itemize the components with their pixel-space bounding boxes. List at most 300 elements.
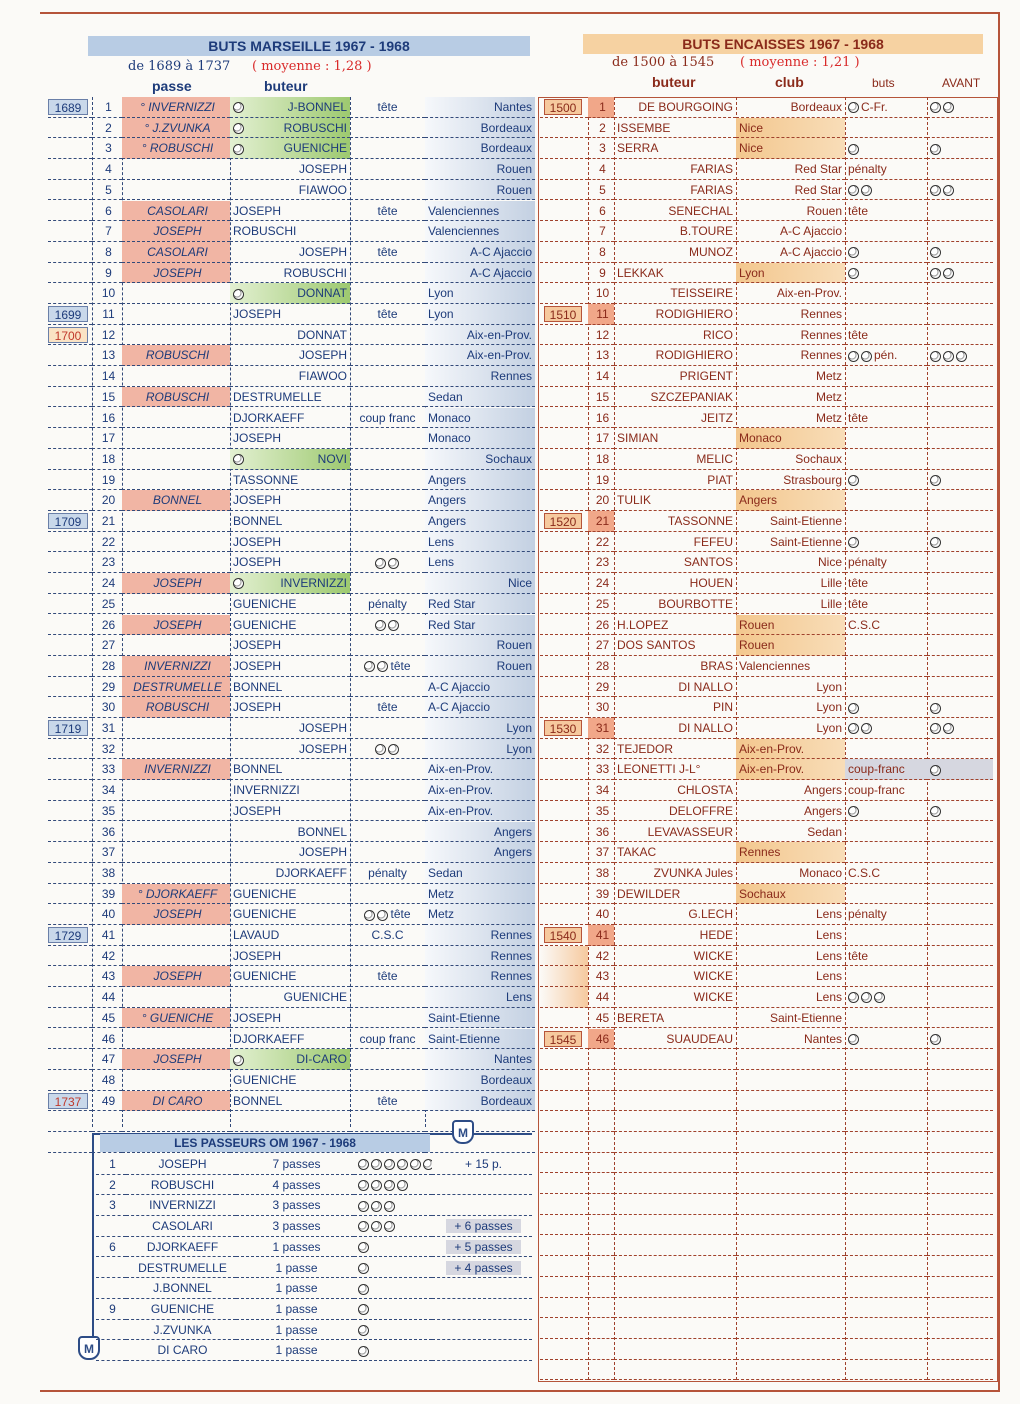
conceded-counter-tag [540,573,588,594]
passeur-note-text: + 5 passes [446,1240,520,1254]
avant-cell [927,656,993,677]
avant-cell [927,449,993,470]
conceded-counter-tag [540,366,588,387]
scorer-name-text: JOSEPH [298,348,347,363]
assist-name-text: CASOLARI [141,204,214,218]
conceded-club [736,594,845,615]
conceded-number [588,366,614,387]
conceded-number-text: 20 [595,493,610,508]
passeur-balls [354,1175,432,1196]
goal-counter-tag [48,511,92,532]
passeur-note-text: + 4 passes [446,1261,520,1275]
assist-name [122,925,230,946]
empty-cell [588,1132,614,1153]
goal-row [48,1008,535,1029]
assist-name [122,180,230,201]
conceded-scorer-text: FARIAS [690,162,733,177]
scorer-name-text: INVERNIZZI [280,576,347,591]
empty-row [540,1318,995,1339]
conceded-club [736,201,845,222]
conceded-number-text: 46 [595,1031,610,1046]
opponent-club-text: Lyon [428,307,454,321]
goal-row [48,408,535,429]
conceded-row [540,118,995,139]
assist-name-text: ° ROBUSCHI [136,141,219,155]
conceded-number [588,573,614,594]
goal-number [92,677,122,698]
opponent-club [425,511,535,532]
passeur-ball-icon [371,1221,382,1232]
opponent-club [425,490,535,511]
passeur-ball-icon [358,1263,369,1274]
avant-ball-icon [943,102,954,113]
goal-number-text: 48 [101,1072,116,1087]
conceded-type [845,780,927,801]
conceded-club-text: Strasbourg [783,472,842,487]
opponent-club-text: Nantes [493,1052,532,1067]
scorer-ball-icon [233,454,244,465]
conceded-scorer [614,470,736,491]
conceded-club [736,884,845,905]
empty-cell [588,1298,614,1319]
goal-number [92,718,122,739]
scorer-name-text: JOSEPH [233,203,282,218]
conceded-row [540,242,995,263]
empty-cell [736,1318,845,1339]
passeur-count-text: 1 passes [272,1239,321,1254]
passeur-count-text: 3 passes [272,1198,321,1213]
passeur-rank [96,1278,126,1299]
conceded-club-text: A-C Ajaccio [779,224,842,239]
scorer-name-text: GUENICHE [233,617,297,632]
conceded-club [736,304,845,325]
goal-number [92,904,122,925]
passeur-row [96,1340,532,1361]
scorer-name-text: BONNEL [233,762,283,777]
goal-number [92,387,122,408]
goal-number [92,345,122,366]
conceded-type-text: pénalty [848,162,887,177]
goal-type [350,325,425,346]
conceded-row [540,97,995,118]
assist-name-text: ROBUSCHI [140,390,215,404]
avant-cell [927,138,993,159]
opponent-club [425,759,535,780]
goal-number-text: 25 [101,596,116,611]
scorer-name-text: DONNAT [297,327,347,342]
conceded-type [845,801,927,822]
opponent-club [425,118,535,139]
empty-cell [588,1153,614,1174]
goal-type-text: tête [377,203,398,218]
passeur-name-text: ROBUSCHI [150,1177,215,1192]
conceded-number-text: 35 [595,803,610,818]
goal-number-text: 9 [105,265,112,280]
opponent-club [425,97,535,118]
col-buts-header: buts [872,76,895,90]
empty-cell [588,1215,614,1236]
conceded-ball-icon [848,1034,859,1045]
goal-number-text: 2 [105,120,112,135]
conceded-counter-tag [540,159,588,180]
passeur-count-text: 1 passe [275,1343,318,1358]
conceded-scorer [614,739,736,760]
passeur-count-text: 7 passes [272,1157,321,1171]
passeur-count [236,1278,354,1299]
assist-name [122,594,230,615]
goal-type [350,118,425,139]
assist-name-text: CASOLARI [141,245,214,259]
scorer-ball-icon [233,578,244,589]
conceded-counter-tag [540,656,588,677]
passeur-rank-text: 1 [109,1157,116,1171]
conceded-counter-value: 1545 [544,1031,582,1047]
goal-number [92,552,122,573]
goal-number [92,1029,122,1050]
conceded-club-text: Nice [739,120,764,135]
scorer-name [230,490,350,511]
conceded-number [588,656,614,677]
conceded-scorer-text: FARIAS [690,182,733,197]
passeur-ball-icon [358,1201,369,1212]
conceded-type [845,263,927,284]
empty-cell [927,1173,993,1194]
empty-cell [614,1236,736,1257]
conceded-number-text: 44 [595,990,610,1005]
goal-number-text: 16 [101,410,116,425]
empty-cell [540,1215,588,1236]
goal-row [48,387,535,408]
goal-row [48,697,535,718]
passeur-rank [96,1237,126,1258]
goal-counter-tag [48,97,92,118]
conceded-scorer [614,697,736,718]
empty-cell [736,1132,845,1153]
goal-counter-value: 1729 [48,927,88,943]
conceded-ball-icon [848,723,859,734]
scorer-name-text: JOSEPH [233,534,282,549]
passeur-count-text: 1 passe [275,1301,318,1316]
goal-type [350,822,425,843]
goal-type [350,283,425,304]
conceded-number-text: 17 [595,431,610,446]
avant-cell [927,594,993,615]
conceded-scorer [614,449,736,470]
conceded-scorer-text: RODIGHIERO [655,348,733,363]
conceded-number-text: 21 [595,514,610,528]
goal-row [48,780,535,801]
conceded-row [540,987,995,1008]
conceded-number-text: 5 [599,182,606,197]
empty-cell [588,1049,614,1070]
opponent-club-text: Aix-en-Prov. [428,803,494,818]
conceded-type-text: tête [848,596,869,611]
passeur-rank [96,1175,126,1196]
opponent-club-text: Angers [428,472,467,487]
conceded-scorer [614,408,736,429]
empty-cell [845,1318,927,1339]
goal-counter-tag [48,283,92,304]
conceded-club-text: Rouen [739,638,775,653]
goal-number [92,780,122,801]
conceded-number [588,1029,614,1050]
scorer-name [230,656,350,677]
assist-name-text: JOSEPH [147,618,207,632]
passeur-count [236,1299,354,1320]
passeur-name [126,1278,236,1299]
empty-cell [845,1277,927,1298]
goal-type [350,345,425,366]
conceded-club [736,325,845,346]
conceded-type [845,283,927,304]
conceded-scorer-text: DI NALLO [678,721,733,735]
passeur-ball-icon [423,1159,432,1170]
goal-number [92,656,122,677]
goal-number [92,594,122,615]
scorer-name-text: GUENICHE [233,596,297,611]
passeur-balls [354,1340,432,1361]
avant-cell [927,552,993,573]
type-ball-icon [388,558,399,569]
passeur-ball-icon [410,1159,421,1170]
goal-type [350,801,425,822]
conceded-scorer [614,159,736,180]
conceded-type-text: C.S.C [848,865,881,880]
goal-number-text: 17 [101,431,116,446]
avant-ball-icon [930,102,941,113]
avant-ball-icon [930,247,941,258]
goal-number [92,408,122,429]
scorer-name-text: BONNEL [233,514,283,528]
conceded-scorer [614,987,736,1008]
passeur-name [126,1195,236,1216]
goal-number [92,428,122,449]
assist-name [122,449,230,470]
passeur-ball-icon [358,1346,369,1357]
avant-cell [927,283,993,304]
empty-cell [588,1194,614,1215]
passeur-count [236,1195,354,1216]
opponent-club [425,138,535,159]
opponent-club-text: Rennes [490,369,532,384]
conceded-number-text: 10 [595,286,610,301]
goal-number [92,987,122,1008]
conceded-club-text: Lens [815,990,842,1005]
empty-cell [588,1318,614,1339]
conceded-scorer-text: DOS SANTOS [617,638,696,653]
conceded-number [588,97,614,118]
empty-row [540,1236,995,1257]
conceded-row [540,304,995,325]
conceded-scorer-text: MELIC [696,451,733,466]
scorer-name [230,408,350,429]
empty-cell [540,1070,588,1091]
conceded-type [845,138,927,159]
empty-cell [927,1111,993,1132]
conceded-club [736,283,845,304]
empty-row [540,1194,995,1215]
conceded-scorer-text: TEJEDOR [617,741,674,756]
avant-cell [927,615,993,636]
empty-cell [425,1111,535,1132]
conceded-type [845,946,927,967]
conceded-scorer [614,366,736,387]
conceded-counter-tag [540,822,588,843]
avant-cell [927,842,993,863]
conceded-club-text: Angers [803,783,842,798]
goal-row [48,904,535,925]
conceded-scorer [614,242,736,263]
scorer-name-text: GUENICHE [283,141,347,156]
empty-row [540,1049,995,1070]
conceded-number-text: 15 [595,389,610,404]
passeur-ball-icon [384,1201,395,1212]
conceded-counter-tag [540,325,588,346]
conceded-counter-tag [540,283,588,304]
empty-cell [540,1091,588,1112]
conceded-row [540,221,995,242]
empty-row [540,1215,995,1236]
goal-type [350,532,425,553]
goal-type [350,594,425,615]
avant-cell [927,822,993,843]
scorer-name [230,925,350,946]
goal-row [48,635,535,656]
goal-number [92,1049,122,1070]
conceded-club-text: Aix-en-Prov. [776,286,842,301]
goal-number-text: 6 [105,203,112,218]
conceded-scorer-text: H.LOPEZ [617,617,669,632]
empty-cell [588,1256,614,1277]
goal-number [92,511,122,532]
conceded-row [540,656,995,677]
empty-cell [614,1215,736,1236]
goal-type [350,1049,425,1070]
conceded-number-text: 40 [595,907,610,922]
conceded-club [736,138,845,159]
goal-type [350,428,425,449]
conceded-club [736,449,845,470]
assist-name [122,739,230,760]
conceded-number [588,718,614,739]
goal-counter-tag [48,221,92,242]
scorer-name-text: BONNEL [297,824,347,839]
left-range: de 1689 à 1737 [128,59,231,74]
empty-cell [736,1049,845,1070]
goal-type [350,449,425,470]
goal-number-text: 7 [105,224,112,239]
empty-cell [927,1215,993,1236]
conceded-club-text: Nice [817,555,842,570]
opponent-club [425,470,535,491]
conceded-number [588,904,614,925]
empty-cell [845,1153,927,1174]
conceded-scorer-text: G.LECH [688,907,733,922]
conceded-type [845,635,927,656]
left-title: BUTS MARSEILLE 1967 - 1968 [88,36,530,56]
conceded-counter-tag [540,97,588,118]
opponent-club [425,718,535,739]
avant-ball-icon [943,723,954,734]
conceded-scorer [614,263,736,284]
opponent-club [425,366,535,387]
empty-cell [540,1339,588,1360]
avant-ball-icon [930,703,941,714]
conceded-scorer [614,615,736,636]
conceded-number-text: 11 [596,307,609,321]
passeur-balls [354,1299,432,1320]
conceded-number-text: 42 [595,948,610,963]
goal-row [48,201,535,222]
avant-cell [927,946,993,967]
scorer-name [230,552,350,573]
scorer-name-text: DI-CARO [296,1052,347,1067]
conceded-club [736,739,845,760]
empty-cell [845,1298,927,1319]
goal-counter-tag [48,1008,92,1029]
goal-number [92,118,122,139]
conceded-counter-tag [540,904,588,925]
goal-type [350,780,425,801]
goal-number [92,635,122,656]
conceded-number [588,263,614,284]
opponent-club [425,325,535,346]
avant-ball-icon [943,351,954,362]
conceded-scorer [614,552,736,573]
scorer-name [230,677,350,698]
om-logo-top: M [452,1120,474,1144]
scorer-name-text: GUENICHE [283,990,347,1005]
conceded-number [588,594,614,615]
goal-type [350,221,425,242]
conceded-counter-tag [540,946,588,967]
conceded-ball-icon [848,992,859,1003]
conceded-scorer-text: PIAT [707,472,733,487]
conceded-number [588,242,614,263]
scorer-name [230,428,350,449]
conceded-type [845,1029,927,1050]
goal-type-text: tête [377,1093,398,1108]
empty-cell [927,1277,993,1298]
conceded-club [736,408,845,429]
conceded-scorer-text: PIN [712,700,733,715]
goal-number-text: 44 [101,990,116,1005]
scorer-name-text: JOSEPH [298,244,347,259]
goal-type [350,263,425,284]
goal-number [92,304,122,325]
opponent-club-text: Bordeaux [480,141,532,156]
assist-name [122,904,230,925]
goal-row [48,138,535,159]
conceded-ball-icon [848,268,859,279]
empty-cell [736,1111,845,1132]
conceded-row [540,263,995,284]
conceded-counter-tag [540,345,588,366]
goal-number-text: 13 [101,348,116,363]
assist-name [122,345,230,366]
conceded-club-text: Lyon [816,721,842,735]
empty-cell [845,1194,927,1215]
conceded-scorer [614,180,736,201]
conceded-club-text: Lens [815,928,842,942]
assist-name-text: DI CARO [146,1094,208,1108]
empty-cell [736,1194,845,1215]
passeur-note-text: + 6 passes [446,1219,520,1233]
conceded-ball-icon [848,102,859,113]
scorer-ball-icon [233,144,244,155]
conceded-scorer-text: FEFEU [693,534,733,549]
scorer-name [230,138,350,159]
